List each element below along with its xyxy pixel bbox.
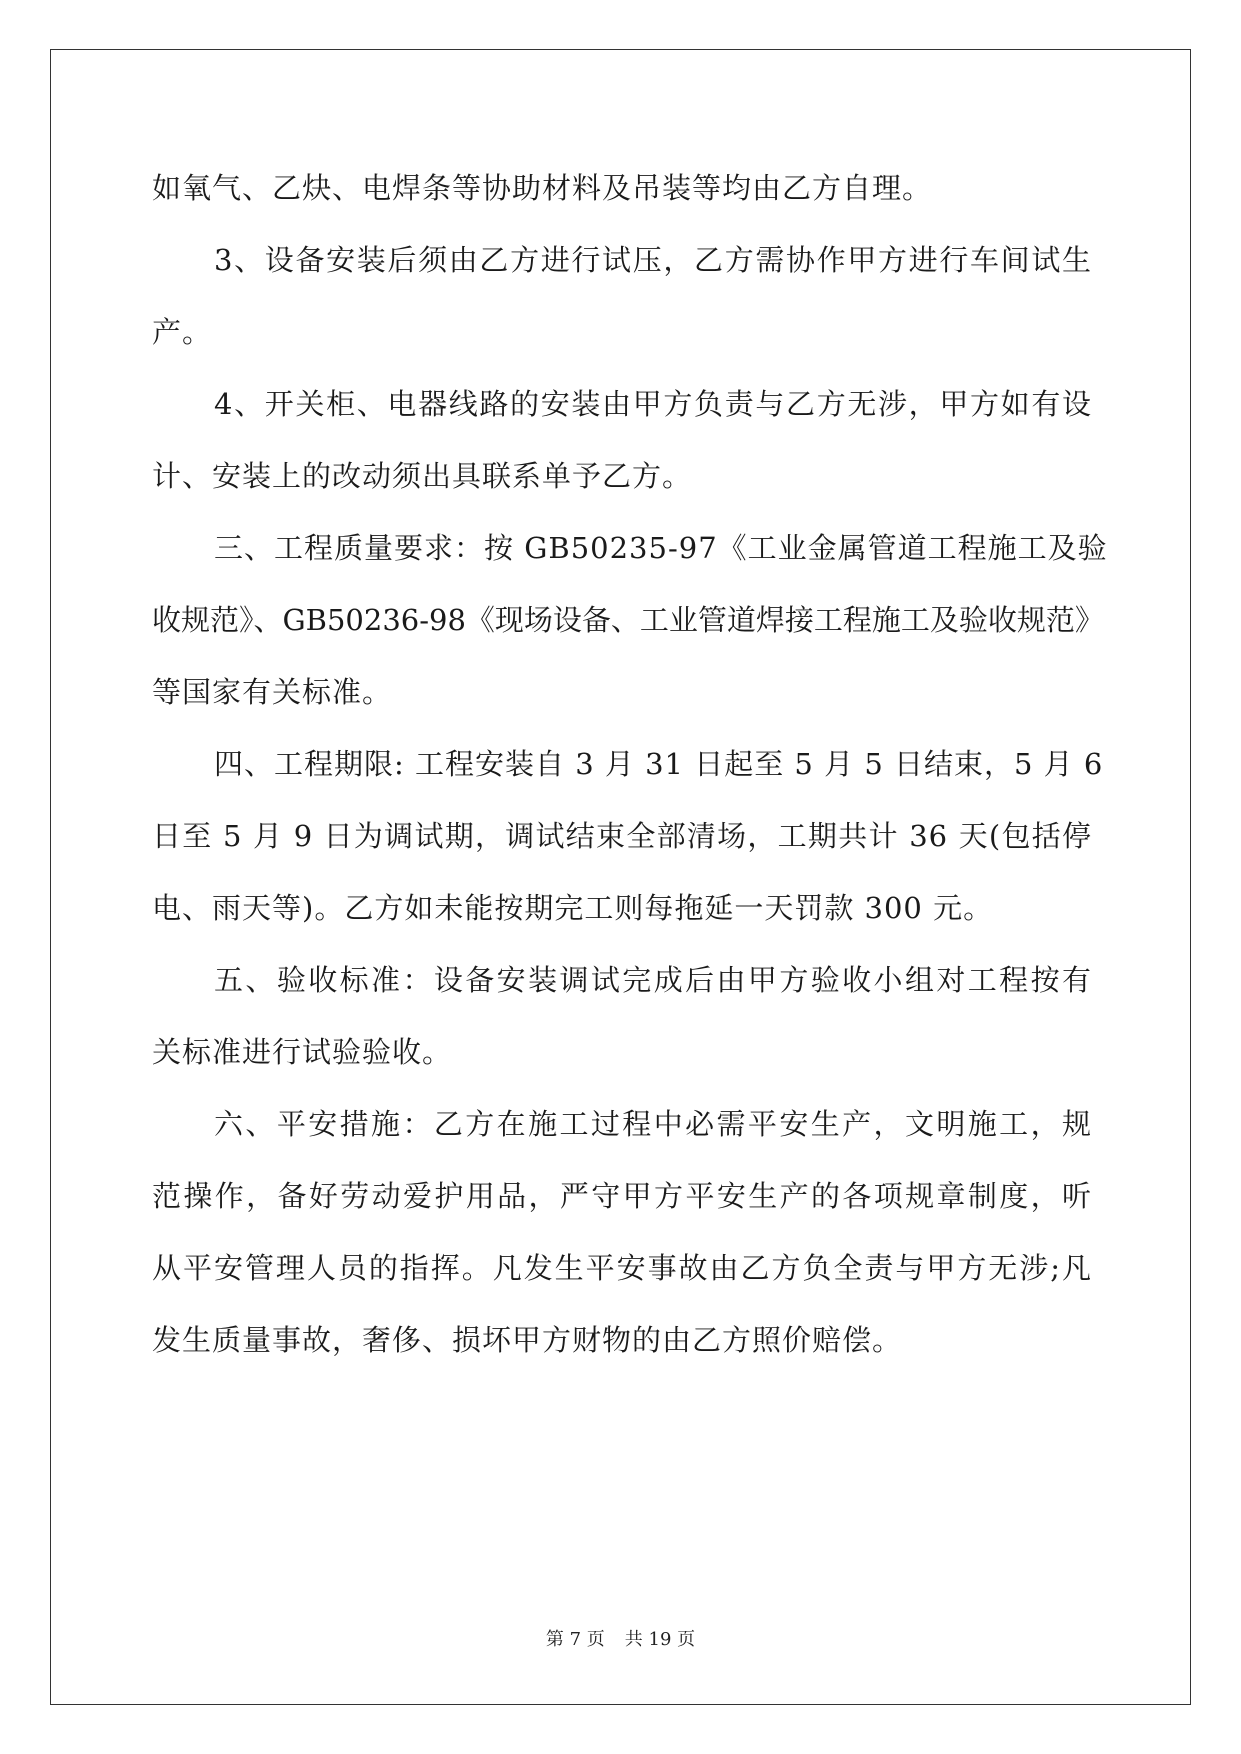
paragraph-line: 等国家有关标准。 (152, 675, 393, 709)
page-total: 共 19 页 (624, 1629, 696, 1650)
paragraph-line: 关标准进行试验验收。 (152, 1035, 453, 1069)
page-number: 第 7 页 (545, 1629, 605, 1650)
paragraph-line: 计、安装上的改动须出具联系单予乙方。 (152, 459, 693, 493)
paragraph-line: 电、雨天等)。乙方如未能按期完工则每拖延一天罚款 300 元。 (152, 891, 994, 925)
paragraph-line: 三、工程质量要求：按 GB50235-97《工业金属管道工程施工及验 (214, 531, 1108, 565)
paragraph-line: 收规范》、GB50236-98《现场设备、工业管道焊接工程施工及验收规范》 (152, 603, 1104, 637)
paragraph-line: 从平安管理人员的指挥。凡发生平安事故由乙方负全责与甲方无涉;凡 (152, 1251, 1092, 1285)
paragraph-line: 日至 5 月 9 日为调试期，调试结束全部清场，工期共计 36 天(包括停 (152, 819, 1092, 853)
paragraph-line: 六、平安措施：乙方在施工过程中必需平安生产，文明施工，规 (214, 1107, 1092, 1141)
paragraph-line: 产。 (152, 315, 213, 349)
paragraph-line: 发生质量事故，奢侈、损坏甲方财物的由乙方照价赔偿。 (152, 1323, 903, 1357)
paragraph-line: 3、设备安装后须由乙方进行试压，乙方需协作甲方进行车间试生 (214, 243, 1092, 277)
paragraph-line: 范操作，备好劳动爱护用品，严守甲方平安生产的各项规章制度，听 (152, 1179, 1092, 1213)
paragraph-line: 五、验收标准：设备安装调试完成后由甲方验收小组对工程按有 (214, 963, 1092, 997)
paragraph-line: 如氧气、乙炔、电焊条等协助材料及吊装等均由乙方自理。 (152, 171, 933, 205)
page-footer (0, 1628, 1241, 1652)
paragraph-line: 4、开关柜、电器线路的安装由甲方负责与乙方无涉，甲方如有设 (214, 387, 1092, 421)
paragraph-line: 四、工程期限: 工程安装自 3 月 31 日起至 5 月 5 日结束，5 月 6 (214, 747, 1104, 781)
page-border (50, 49, 1191, 1705)
